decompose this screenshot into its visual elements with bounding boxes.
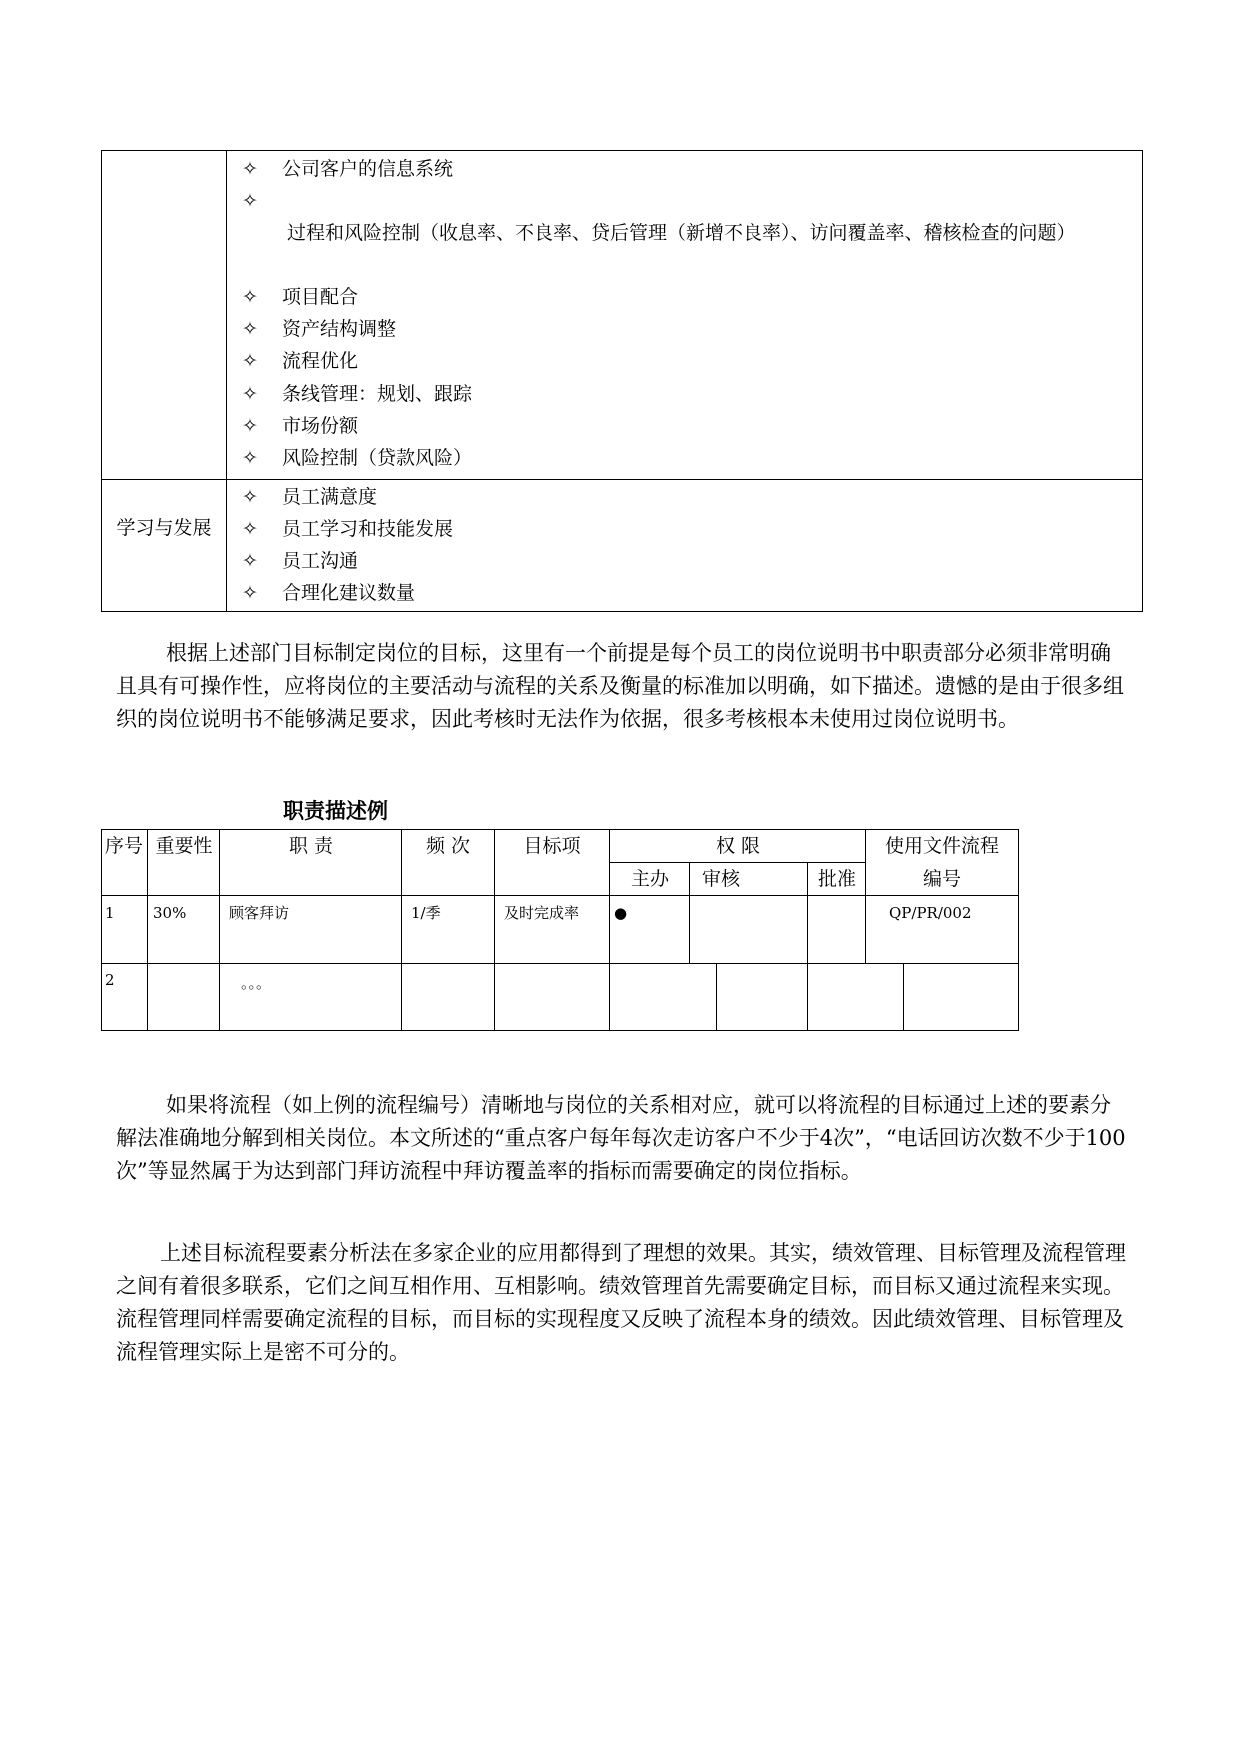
header-approve: 批准 bbox=[817, 868, 856, 890]
table-divider bbox=[147, 829, 148, 1031]
list-item-text: 过程和风险控制（收息率、不良率、贷后管理（新增不良率）、访问覆盖率、稽核检查的问题） bbox=[287, 222, 1076, 244]
table-divider bbox=[101, 1030, 1019, 1031]
table-divider bbox=[716, 963, 717, 1031]
list-item: ✧ 项目配合 bbox=[242, 281, 358, 313]
table-divider bbox=[903, 963, 904, 1031]
table-title: 职责描述例 bbox=[283, 798, 388, 823]
diamond-bullet-icon: ✧ bbox=[242, 350, 258, 372]
list-item: ✧ 员工学习和技能发展 bbox=[242, 513, 453, 545]
diamond-bullet-icon: ✧ bbox=[242, 518, 258, 540]
header-authority: 权 限 bbox=[715, 835, 761, 857]
header-seq: 序号 bbox=[104, 835, 143, 857]
table-divider bbox=[219, 829, 220, 1031]
header-importance: 重要性 bbox=[155, 835, 213, 857]
body-paragraph: 根据上述部门目标制定岗位的目标，这里有一个前提是每个员工的岗位说明书中职责部分必须非常明确且具有可操作性，应将岗位的主要活动与流程的关系及衡量的标准加以明确，如下描述。遗憾的是由于很多组织的岗位说明书不能够满足要求，因此考核时无法作为依据，很多考核根本未使用过岗位说明书。 bbox=[116, 641, 1124, 731]
category-label: 学习与发展 bbox=[116, 517, 212, 539]
diamond-bullet-icon: ✧ bbox=[242, 415, 258, 437]
header-docs: 使用文件流程编号 bbox=[884, 835, 999, 890]
diamond-bullet-icon: ✧ bbox=[242, 486, 258, 508]
list-item: ✧ 合理化建议数量 bbox=[242, 577, 415, 609]
cell-frequency: 1/季 bbox=[411, 904, 441, 922]
diamond-bullet-icon: ✧ bbox=[242, 158, 258, 180]
list-item: ✧ 市场份额 bbox=[242, 410, 358, 442]
list-item: ✧ 资产结构调整 bbox=[242, 313, 396, 345]
list-item: ✧ 员工满意度 bbox=[242, 481, 377, 513]
cell-duty: 。。。 bbox=[241, 974, 272, 992]
table-divider bbox=[101, 963, 1019, 964]
cell-importance: 30% bbox=[153, 904, 187, 922]
cell-seq: 2 bbox=[105, 971, 115, 989]
cell-seq: 1 bbox=[105, 904, 115, 922]
diamond-bullet-icon: ✧ bbox=[242, 550, 258, 572]
kpi-category-table bbox=[101, 150, 1143, 612]
list-item: ✧ 公司客户的信息系统 bbox=[242, 153, 453, 185]
header-review: 审核 bbox=[701, 868, 740, 890]
table-divider bbox=[401, 829, 402, 1031]
table-divider bbox=[865, 829, 866, 963]
cell-lead: ● bbox=[614, 904, 628, 922]
body-paragraph: 如果将流程（如上例的流程编号）清晰地与岗位的关系相对应，就可以将流程的目标通过上述的要素分解法准确地分解到相关岗位。本文所述的“重点客户每年每次走访客户不少于4次”，“电话回访次数不少于100次”等显然属于为达到部门拜访流程中拜访覆盖率的指标而需要确定的岗位指标。 bbox=[116, 1093, 1126, 1183]
responsibility-table bbox=[101, 829, 1019, 1031]
diamond-bullet-icon: ✧ bbox=[242, 286, 258, 308]
list-item bbox=[242, 185, 282, 217]
table-divider bbox=[494, 829, 495, 1031]
table-divider bbox=[689, 862, 690, 963]
table-divider bbox=[102, 479, 1142, 480]
diamond-bullet-icon: ✧ bbox=[242, 190, 258, 212]
cell-duty: 顾客拜访 bbox=[229, 904, 290, 922]
table-divider bbox=[101, 829, 102, 1031]
list-item: ✧ 条线管理：规划、跟踪 bbox=[242, 378, 472, 410]
list-item: ✧ 风险控制（贷款风险） bbox=[242, 442, 472, 474]
header-target: 目标项 bbox=[523, 835, 581, 857]
diamond-bullet-icon: ✧ bbox=[242, 582, 258, 604]
list-item: ✧ 流程优化 bbox=[242, 345, 358, 377]
list-item: ✧ 员工沟通 bbox=[242, 545, 358, 577]
header-lead: 主办 bbox=[630, 868, 669, 890]
cell-doc: QP/PR/002 bbox=[889, 904, 972, 922]
table-divider bbox=[807, 862, 808, 1031]
cell-target: 及时完成率 bbox=[504, 904, 580, 922]
diamond-bullet-icon: ✧ bbox=[242, 318, 258, 340]
diamond-bullet-icon: ✧ bbox=[242, 447, 258, 469]
table-divider bbox=[609, 829, 610, 1031]
header-frequency: 频 次 bbox=[425, 835, 471, 857]
body-paragraph: 上述目标流程要素分析法在多家企业的应用都得到了理想的效果。其实，绩效管理、目标管理及流程管理之间有着很多联系，它们之间互相作用、互相影响。绩效管理首先需要确定目标，而目标又通过流程来实现。流程管理同样需要确定流程的目标，而目标的实现程度又反映了流程本身的绩效。因此绩效管理、目标管理及流程管理实际上是密不可分的。 bbox=[116, 1241, 1126, 1364]
table-divider bbox=[226, 151, 227, 611]
header-duty: 职 责 bbox=[288, 835, 334, 857]
table-divider bbox=[1018, 829, 1019, 1031]
diamond-bullet-icon: ✧ bbox=[242, 383, 258, 405]
